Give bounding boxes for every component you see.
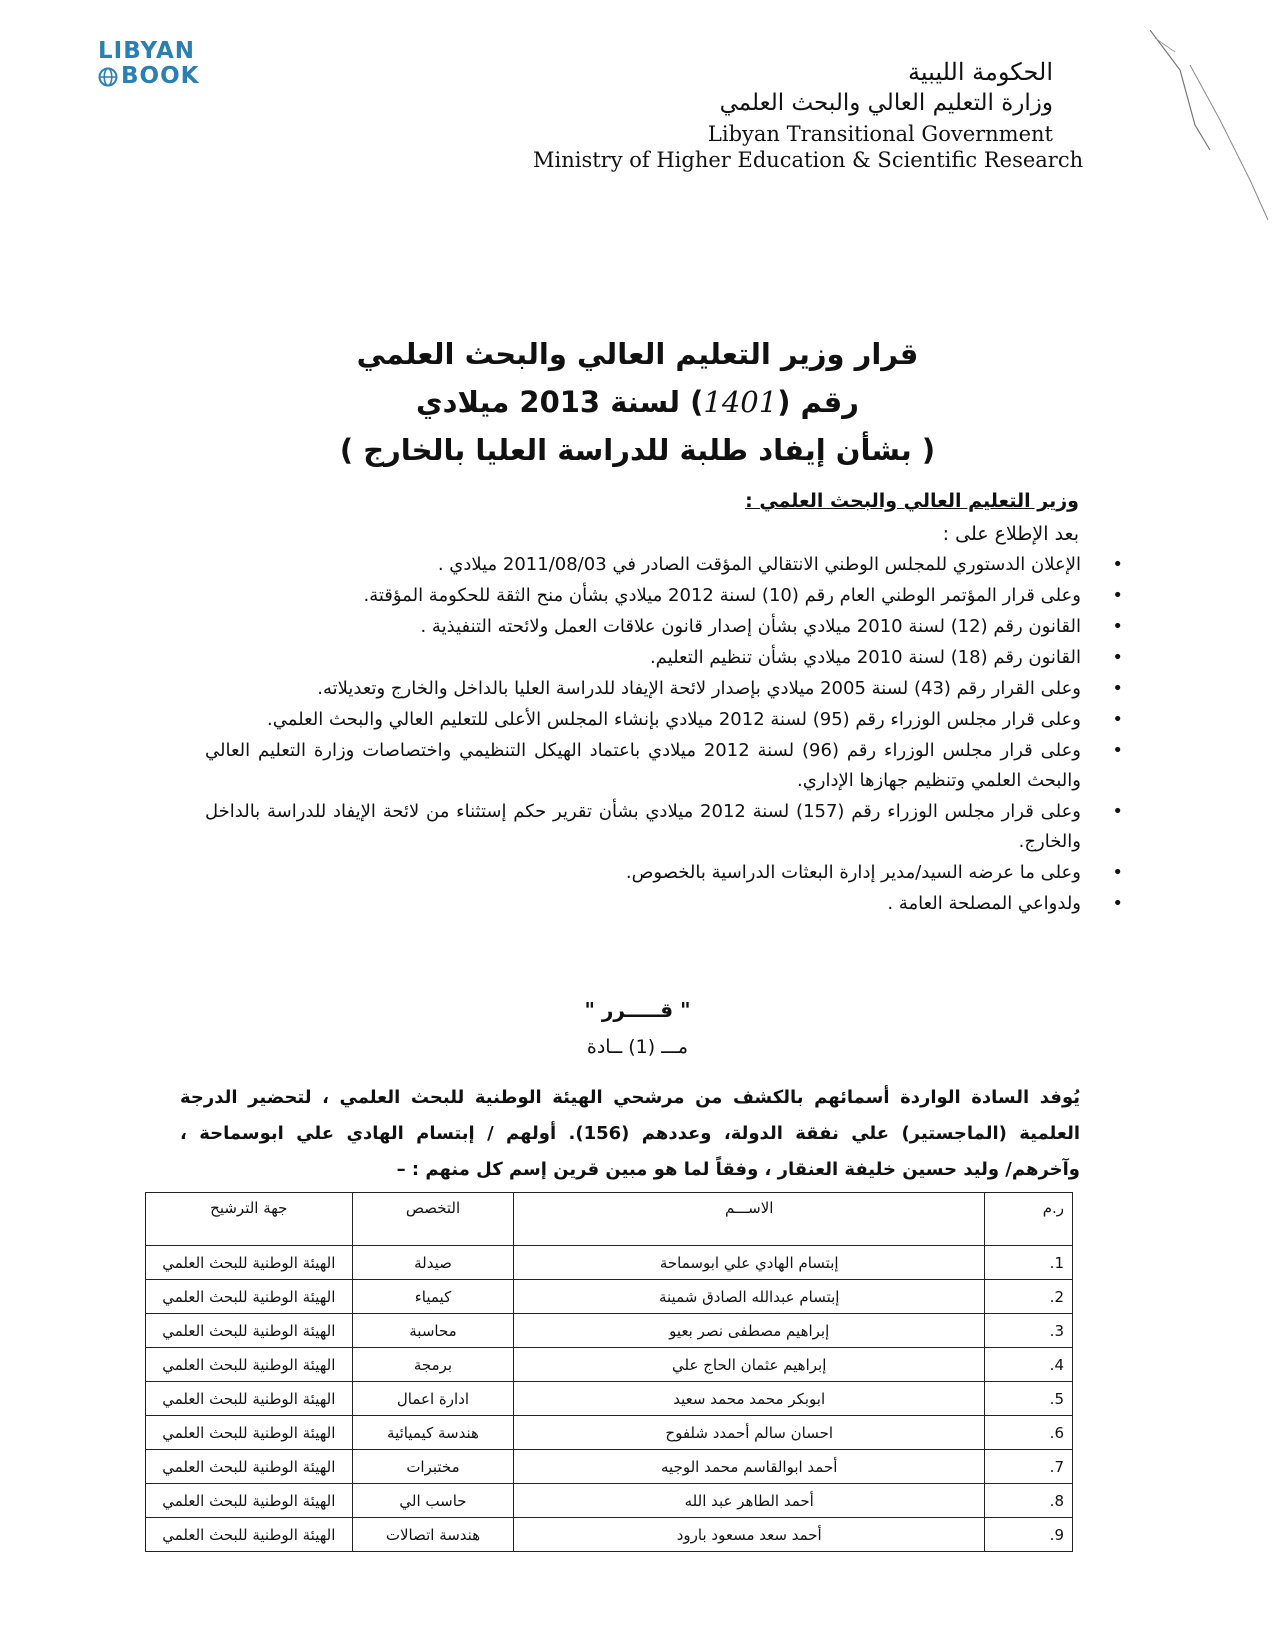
table-row <box>146 1246 1073 1280</box>
cell-specialty: كيمياء <box>352 1280 514 1314</box>
preamble-clause <box>205 889 1125 919</box>
cell-nominator: الهيئة الوطنية للبحث العلمي <box>146 1382 353 1416</box>
table-row <box>146 1484 1073 1518</box>
bullet-icon: • <box>1112 801 1123 822</box>
corner-pencil-marks <box>1150 30 1270 230</box>
cell-specialty: مختبرات <box>352 1450 514 1484</box>
preamble-clause <box>205 797 1125 857</box>
decision-title: قرار وزير التعليم العالي والبحث العلمي <box>356 337 919 371</box>
table-row <box>146 1280 1073 1314</box>
preamble-clause <box>205 581 1125 611</box>
cell-nominator: الهيئة الوطنية للبحث العلمي <box>146 1314 353 1348</box>
col-header-num: ر.م <box>985 1193 1073 1246</box>
clause-text: وعلى قرار مجلس الوزراء رقم (96) لسنة 2012 ميلادي باعتماد الهيكل التنظيمي واختصاصات وزارة التعليم العالي والبحث العلمي وتنظيم جهازها الإداري. <box>205 740 1082 791</box>
cell-specialty: حاسب الي <box>352 1484 514 1518</box>
cell-num: 4. <box>985 1348 1073 1382</box>
article-text: يُوفد السادة الواردة أسمائهم بالكشف من مرشحي الهيئة الوطنية للبحث العلمي ، لتحضير الدرجة العلمية (الماجستير) علي نفقة الدولة، وعددهم (156). أولهم / إبتسام الهادي علي ابوسماحة ، وآخرهم/ وليد حسين خليفة العنقار ، وفقاً لما هو مبين قرين إسم كل منهم : – <box>180 1087 1080 1180</box>
cell-name: إبراهيم عثمان الحاج علي <box>514 1348 985 1382</box>
cell-num: 8. <box>985 1484 1073 1518</box>
table-row <box>146 1348 1073 1382</box>
cell-nominator: الهيئة الوطنية للبحث العلمي <box>146 1416 353 1450</box>
cell-num: 3. <box>985 1314 1073 1348</box>
table-row <box>146 1450 1073 1484</box>
clause-text: القانون رقم (12) لسنة 2010 ميلادي بشأن إصدار قانون علاقات العمل ولائحته التنفيذية . <box>420 616 1081 637</box>
letterhead-government-en: Libyan Transitional Government <box>707 122 1053 146</box>
decision-number-suffix: ) لسنة 2013 ميلادي <box>416 385 704 419</box>
decision-number-prefix: رقم ( <box>777 385 859 419</box>
cell-nominator: الهيئة الوطنية للبحث العلمي <box>146 1450 353 1484</box>
cell-nominator: الهيئة الوطنية للبحث العلمي <box>146 1484 353 1518</box>
globe-icon <box>98 67 118 87</box>
cell-name: ابوبكر محمد محمد سعيد <box>514 1382 985 1416</box>
cell-name: إبتسام الهادي علي ابوسماحة <box>514 1246 985 1280</box>
cell-name: أحمد ابوالقاسم محمد الوجيه <box>514 1450 985 1484</box>
clause-text: ولدواعي المصلحة العامة . <box>887 893 1081 914</box>
decided-heading: " قـــــرر " <box>584 998 691 1022</box>
table-row <box>146 1314 1073 1348</box>
nominees-table <box>145 1192 1073 1552</box>
cell-specialty: محاسبة <box>352 1314 514 1348</box>
cell-name: احسان سالم أحمدد شلفوح <box>514 1416 985 1450</box>
minister-heading: وزير التعليم العالي والبحث العلمي : <box>745 490 1079 512</box>
clause-text: وعلى قرار مجلس الوزراء رقم (95) لسنة 2012 ميلادي بإنشاء المجلس الأعلى للتعليم العالي والبحث العلمي. <box>267 709 1081 730</box>
table-header-row <box>146 1193 1073 1246</box>
clause-text: الإعلان الدستوري للمجلس الوطني الانتقالي المؤقت الصادر في 2011/08/03 ميلادي . <box>437 554 1081 575</box>
cell-specialty: هندسة كيميائية <box>352 1416 514 1450</box>
bullet-icon: • <box>1112 678 1123 699</box>
preamble-clauses <box>205 550 1125 920</box>
bullet-icon: • <box>1112 554 1123 575</box>
letterhead-ministry-en: Ministry of Higher Education & Scientific Research <box>533 148 1084 172</box>
col-header-specialty: التخصص <box>352 1193 514 1246</box>
clause-text: وعلى القرار رقم (43) لسنة 2005 ميلادي بإصدار لائحة الإيفاد للدراسة العليا بالداخل والخارج وتعديلاته. <box>317 678 1081 699</box>
decision-number-line <box>0 378 1275 426</box>
decision-title-block <box>0 330 1275 474</box>
cell-nominator: الهيئة الوطنية للبحث العلمي <box>146 1348 353 1382</box>
bullet-icon: • <box>1112 616 1123 637</box>
cell-specialty: هندسة اتصالات <box>352 1518 514 1552</box>
table-row <box>146 1382 1073 1416</box>
cell-specialty: ادارة اعمال <box>352 1382 514 1416</box>
cell-name: أحمد سعد مسعود بارود <box>514 1518 985 1552</box>
cell-num: 9. <box>985 1518 1073 1552</box>
logo-line2 <box>98 65 199 88</box>
libyanbook-logo <box>98 40 199 88</box>
decision-number-handwritten: 1401 <box>703 385 778 419</box>
bullet-icon: • <box>1112 740 1123 761</box>
cell-name: إبتسام عبدالله الصادق شمينة <box>514 1280 985 1314</box>
clause-text: وعلى قرار المؤتمر الوطني العام رقم (10) لسنة 2012 ميلادي بشأن منح الثقة للحكومة المؤقتة. <box>363 585 1081 606</box>
bullet-icon: • <box>1112 862 1123 883</box>
preamble-clause <box>205 674 1125 704</box>
bullet-icon: • <box>1112 585 1123 606</box>
cell-num: 2. <box>985 1280 1073 1314</box>
bullet-icon: • <box>1112 709 1123 730</box>
cell-specialty: برمجة <box>352 1348 514 1382</box>
decision-subject: ( بشأن إيفاد طلبة للدراسة العليا بالخارج ) <box>339 433 936 467</box>
clause-text: القانون رقم (18) لسنة 2010 ميلادي بشأن تنظيم التعليم. <box>649 647 1081 668</box>
preamble-clause <box>205 858 1125 888</box>
preamble-clause <box>205 550 1125 580</box>
col-header-name: الاســـم <box>514 1193 985 1246</box>
after-review-label: بعد الإطلاع على : <box>942 523 1079 545</box>
cell-specialty: صيدلة <box>352 1246 514 1280</box>
cell-num: 7. <box>985 1450 1073 1484</box>
cell-name: أحمد الطاهر عبد الله <box>514 1484 985 1518</box>
cell-nominator: الهيئة الوطنية للبحث العلمي <box>146 1280 353 1314</box>
table-row <box>146 1416 1073 1450</box>
preamble-clause <box>205 612 1125 642</box>
preamble-clause <box>205 736 1125 796</box>
clause-text: وعلى قرار مجلس الوزراء رقم (157) لسنة 2012 ميلادي بشأن تقرير حكم إستثناء من لائحة الإيفاد للدراسة بالداخل والخارج. <box>205 801 1082 852</box>
cell-nominator: الهيئة الوطنية للبحث العلمي <box>146 1246 353 1280</box>
bullet-icon: • <box>1112 647 1123 668</box>
logo-line2-text: BOOK <box>121 63 200 89</box>
cell-num: 5. <box>985 1382 1073 1416</box>
clause-text: وعلى ما عرضه السيد/مدير إدارة البعثات الدراسية بالخصوص. <box>625 862 1081 883</box>
letterhead-ministry-ar: وزارة التعليم العالي والبحث العلمي <box>719 90 1053 116</box>
cell-num: 6. <box>985 1416 1073 1450</box>
article-heading: مـــ (1) ــادة <box>586 1036 689 1058</box>
letterhead-government-ar: الحكومة الليبية <box>908 58 1053 86</box>
col-header-nominator: جهة الترشيح <box>146 1193 353 1246</box>
preamble-clause <box>205 643 1125 673</box>
cell-num: 1. <box>985 1246 1073 1280</box>
logo-line1: LIBYAN <box>98 38 195 64</box>
preamble-clause <box>205 705 1125 735</box>
bullet-icon: • <box>1112 893 1123 914</box>
cell-name: إبراهيم مصطفى نصر بعيو <box>514 1314 985 1348</box>
table-row <box>146 1518 1073 1552</box>
cell-nominator: الهيئة الوطنية للبحث العلمي <box>146 1518 353 1552</box>
letterhead <box>533 58 1084 172</box>
